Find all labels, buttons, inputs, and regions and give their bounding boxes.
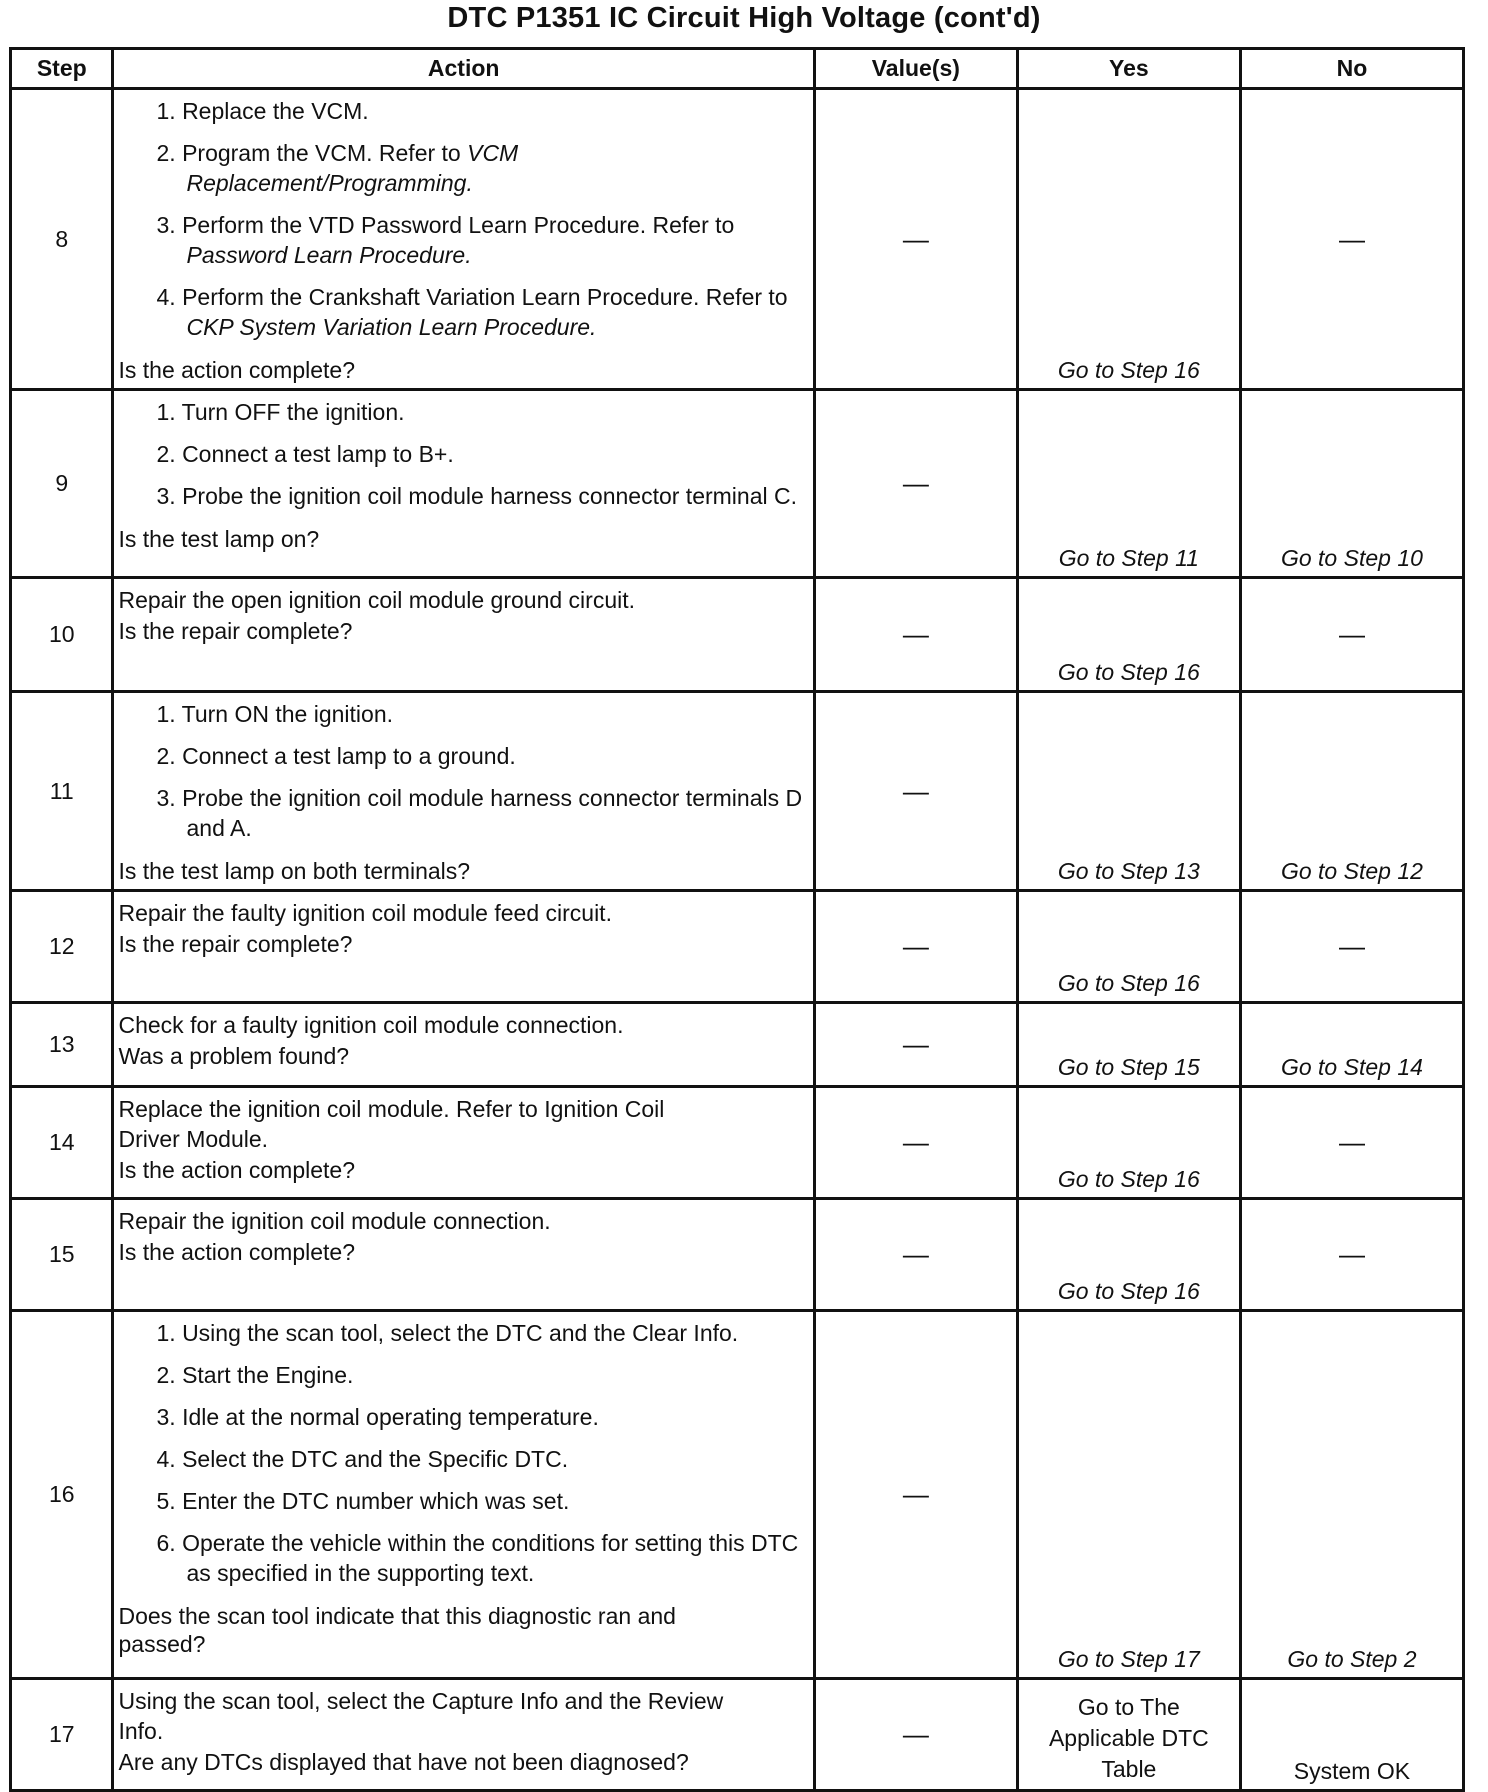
table-row bbox=[11, 1679, 1464, 1791]
list-item: 1. Turn OFF the ignition. bbox=[156, 399, 405, 425]
no-cell: — bbox=[1240, 578, 1463, 692]
question: Are any DTCs displayed that have not been diagnosed? bbox=[118, 1749, 689, 1775]
action-text: Using the scan tool, select the Capture Info and the Review Info. bbox=[118, 1688, 724, 1744]
no-cell: Go to Step 14 bbox=[1240, 1003, 1463, 1087]
list-item: 3. Idle at the normal operating temperature. bbox=[156, 1404, 599, 1430]
yes-cell: Go to Step 16 bbox=[1017, 1087, 1240, 1199]
action-cell bbox=[113, 1087, 814, 1199]
no-cell: Go to Step 2 bbox=[1240, 1311, 1463, 1679]
no-cell: System OK bbox=[1240, 1679, 1463, 1791]
table-row bbox=[11, 578, 1464, 692]
list-item: 6. Operate the vehicle within the conditions for setting this DTC as specified in the supporting text. bbox=[156, 1530, 799, 1586]
header-yes: Yes bbox=[1017, 49, 1240, 89]
table-row bbox=[11, 1199, 1464, 1311]
table-row bbox=[11, 891, 1464, 1003]
yes-cell: Go to Step 16 bbox=[1017, 891, 1240, 1003]
header-values: Value(s) bbox=[814, 49, 1017, 89]
yes-cell: Go to Step 13 bbox=[1017, 692, 1240, 891]
step-number: 12 bbox=[11, 891, 113, 1003]
list-item: 2. Program the VCM. Refer to VCM Replacement/Programming. bbox=[156, 140, 519, 196]
value-cell: — bbox=[814, 692, 1017, 891]
action-cell bbox=[113, 1003, 814, 1087]
yes-cell: Go to Step 17 bbox=[1017, 1311, 1240, 1679]
question: Is the action complete? bbox=[118, 357, 356, 383]
action-cell bbox=[113, 1311, 814, 1679]
value-cell: — bbox=[814, 390, 1017, 578]
value-cell: — bbox=[814, 1003, 1017, 1087]
value-cell: — bbox=[814, 89, 1017, 390]
list-item: 4. Perform the Crankshaft Variation Learn Procedure. Refer to CKP System Variation Learn Procedure. bbox=[156, 284, 788, 340]
list-item: 1. Replace the VCM. bbox=[156, 98, 369, 124]
question: Is the test lamp on both terminals? bbox=[118, 858, 471, 884]
list-item: 3. Probe the ignition coil module harness connector terminals D and A. bbox=[156, 785, 803, 841]
yes-cell: Go to Step 16 bbox=[1017, 578, 1240, 692]
diagnostic-table bbox=[9, 47, 1465, 1792]
table-row bbox=[11, 692, 1464, 891]
step-number: 16 bbox=[11, 1311, 113, 1679]
question: Was a problem found? bbox=[118, 1043, 350, 1069]
table-row bbox=[11, 390, 1464, 578]
step-number: 14 bbox=[11, 1087, 113, 1199]
action-cell bbox=[113, 891, 814, 1003]
no-cell: Go to Step 12 bbox=[1240, 692, 1463, 891]
step-number: 17 bbox=[11, 1679, 113, 1791]
page-title: DTC P1351 IC Circuit High Voltage (cont'd) bbox=[447, 2, 1041, 34]
step-number: 9 bbox=[11, 390, 113, 578]
action-cell bbox=[113, 89, 814, 390]
action-cell bbox=[113, 578, 814, 692]
table-row bbox=[11, 89, 1464, 390]
action-cell bbox=[113, 390, 814, 578]
table-row bbox=[11, 1311, 1464, 1679]
yes-cell: Go to Step 11 bbox=[1017, 390, 1240, 578]
question: Is the test lamp on? bbox=[118, 526, 320, 552]
list-item: 2. Connect a test lamp to a ground. bbox=[156, 743, 516, 769]
list-item: 2. Connect a test lamp to B+. bbox=[156, 441, 454, 467]
action-cell bbox=[113, 1679, 814, 1791]
yes-cell: Go to The Applicable DTC Table bbox=[1017, 1679, 1240, 1791]
value-cell: — bbox=[814, 1679, 1017, 1791]
action-cell bbox=[113, 1199, 814, 1311]
action-text: Repair the ignition coil module connection. bbox=[118, 1208, 551, 1234]
yes-cell: Go to Step 15 bbox=[1017, 1003, 1240, 1087]
list-item: 4. Select the DTC and the Specific DTC. bbox=[156, 1446, 569, 1472]
header-step: Step bbox=[11, 49, 113, 89]
list-item: 5. Enter the DTC number which was set. bbox=[156, 1488, 570, 1514]
step-number: 10 bbox=[11, 578, 113, 692]
no-cell: — bbox=[1240, 89, 1463, 390]
yes-cell: Go to Step 16 bbox=[1017, 89, 1240, 390]
value-cell: — bbox=[814, 1199, 1017, 1311]
action-text: Check for a faulty ignition coil module connection. bbox=[118, 1012, 624, 1038]
no-cell: Go to Step 10 bbox=[1240, 390, 1463, 578]
step-number: 15 bbox=[11, 1199, 113, 1311]
list-item: 3. Perform the VTD Password Learn Procedure. Refer to Password Learn Procedure. bbox=[156, 212, 735, 268]
header-action: Action bbox=[113, 49, 814, 89]
question: Is the action complete? bbox=[118, 1239, 356, 1265]
step-number: 13 bbox=[11, 1003, 113, 1087]
value-cell: — bbox=[814, 1311, 1017, 1679]
list-item: 1. Turn ON the ignition. bbox=[156, 701, 394, 727]
question: Does the scan tool indicate that this diagnostic ran and passed? bbox=[118, 1603, 676, 1657]
header-row bbox=[11, 49, 1464, 89]
action-text: Replace the ignition coil module. Refer to Ignition Coil Driver Module. bbox=[118, 1096, 665, 1152]
list-item: 1. Using the scan tool, select the DTC and the Clear Info. bbox=[156, 1320, 739, 1346]
question: Is the repair complete? bbox=[118, 618, 353, 644]
action-text: Repair the open ignition coil module ground circuit. bbox=[118, 587, 636, 613]
question: Is the action complete? bbox=[118, 1157, 356, 1183]
value-cell: — bbox=[814, 1087, 1017, 1199]
step-number: 11 bbox=[11, 692, 113, 891]
value-cell: — bbox=[814, 891, 1017, 1003]
header-no: No bbox=[1240, 49, 1463, 89]
yes-cell: Go to Step 16 bbox=[1017, 1199, 1240, 1311]
no-cell: — bbox=[1240, 1199, 1463, 1311]
question: Is the repair complete? bbox=[118, 931, 353, 957]
step-number: 8 bbox=[11, 89, 113, 390]
action-text: Repair the faulty ignition coil module feed circuit. bbox=[118, 900, 612, 926]
no-cell: — bbox=[1240, 891, 1463, 1003]
table-row bbox=[11, 1087, 1464, 1199]
list-item: 2. Start the Engine. bbox=[156, 1362, 354, 1388]
no-cell: — bbox=[1240, 1087, 1463, 1199]
list-item: 3. Probe the ignition coil module harness connector terminal C. bbox=[156, 483, 797, 509]
table-row bbox=[11, 1003, 1464, 1087]
value-cell: — bbox=[814, 578, 1017, 692]
action-cell bbox=[113, 692, 814, 891]
